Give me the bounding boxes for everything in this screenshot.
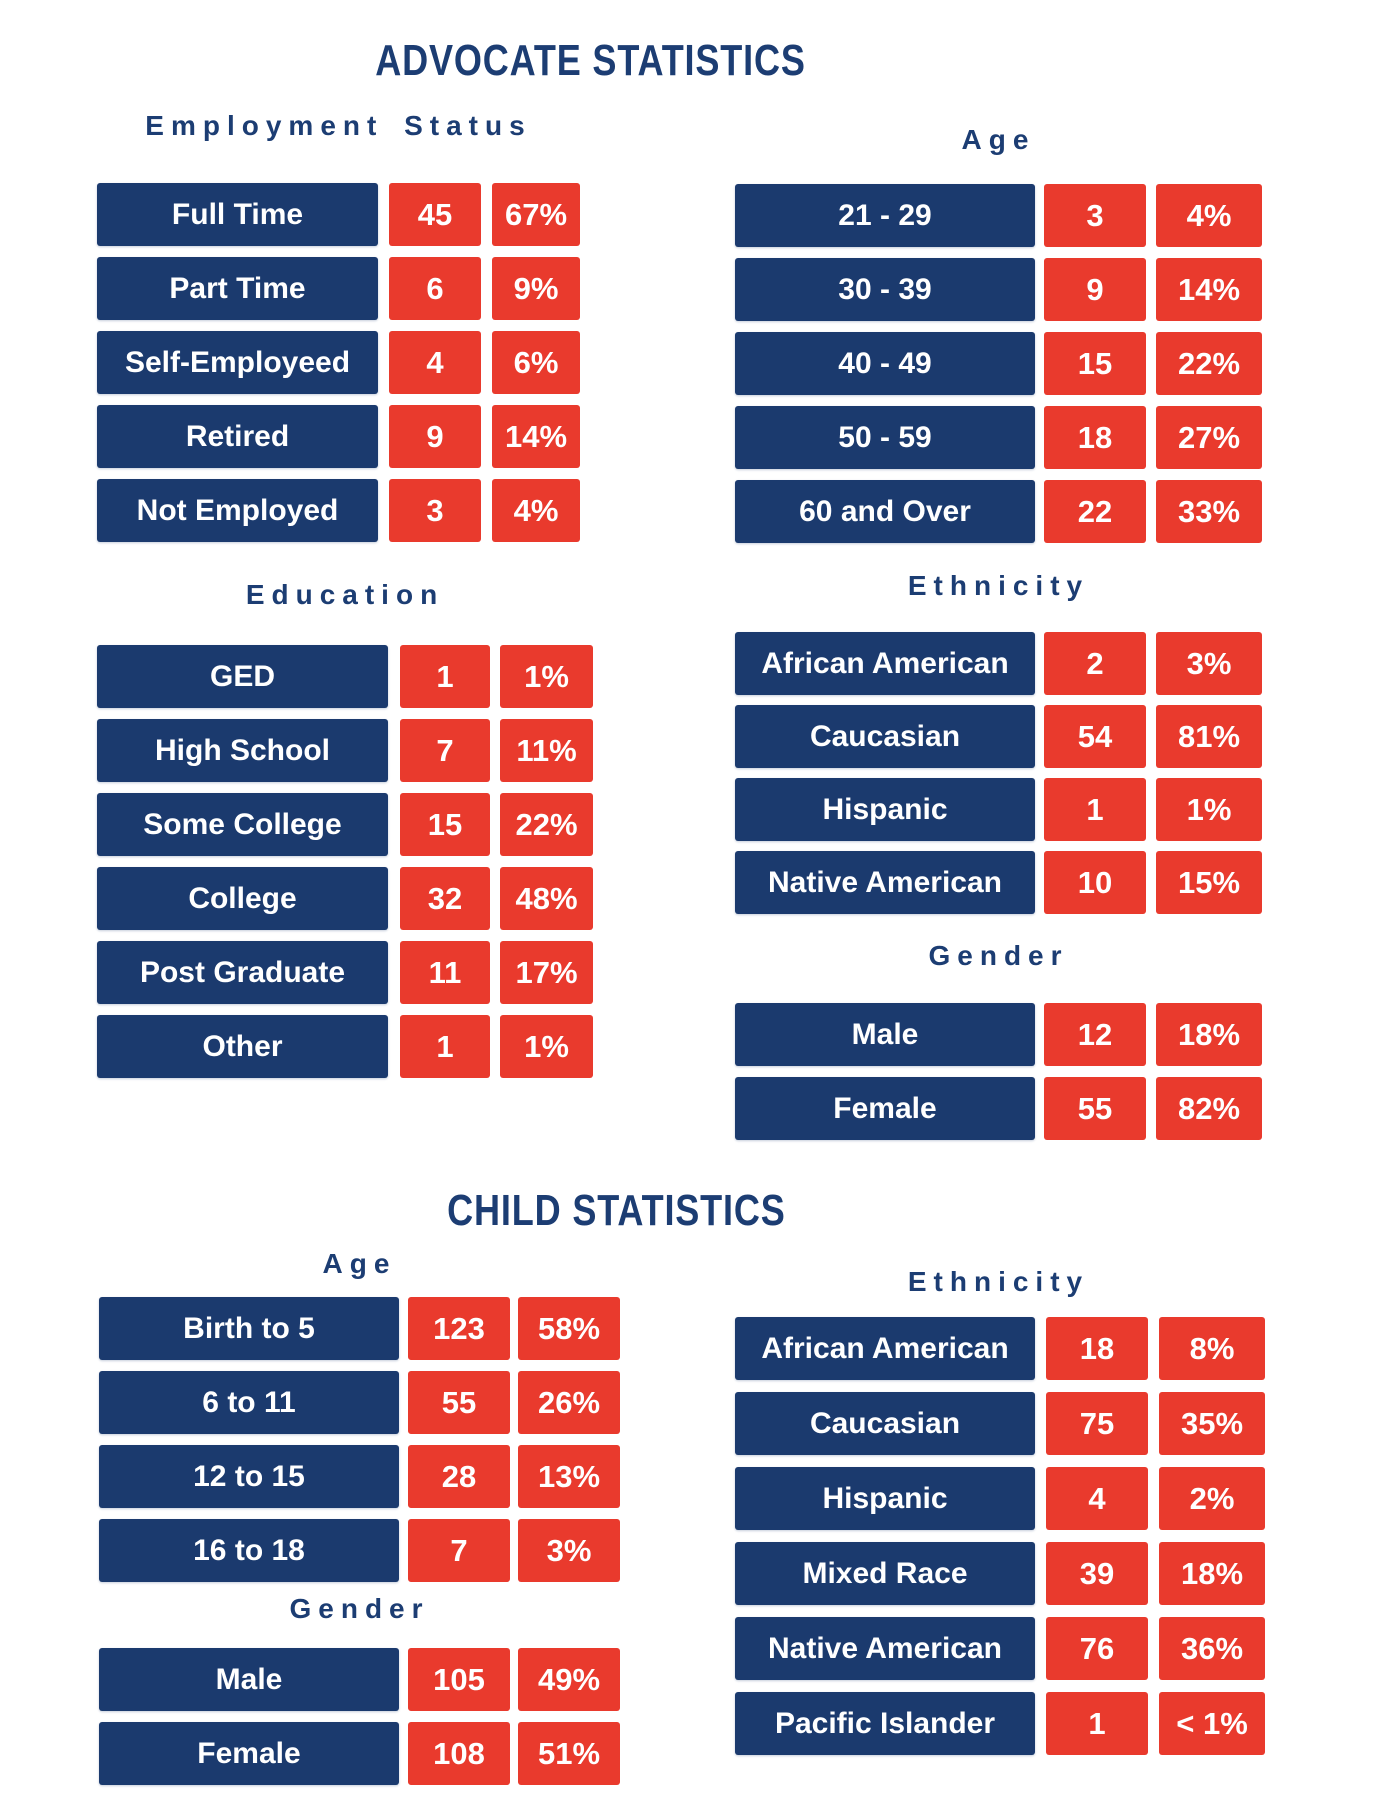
stat-percent: 18% [1159,1542,1265,1605]
stat-count: 55 [1044,1077,1146,1140]
stat-count: 1 [400,645,490,708]
stat-label: Caucasian [735,1392,1035,1455]
table-row [735,632,1262,695]
table-row [97,331,580,394]
stat-label: 12 to 15 [99,1445,399,1508]
stat-count: 75 [1046,1392,1148,1455]
stat-label: 16 to 18 [99,1519,399,1582]
stat-label: Other [97,1015,388,1078]
stat-percent: 15% [1156,851,1262,914]
stat-count: 55 [408,1371,510,1434]
stat-count: 15 [1044,332,1146,395]
table-row [97,1015,593,1078]
table-row [735,851,1262,914]
table-row [99,1519,620,1582]
stat-count: 1 [400,1015,490,1078]
stat-percent: 1% [500,645,593,708]
table-education [97,645,593,1089]
stat-count: 76 [1046,1617,1148,1680]
section-heading-employment-status: Employment Status [145,110,532,141]
stat-label: 30 - 39 [735,258,1035,321]
stat-percent: 81% [1156,705,1262,768]
stat-count: 3 [1044,184,1146,247]
stat-percent: 1% [1156,778,1262,841]
stat-percent: 35% [1159,1392,1265,1455]
stat-label: Hispanic [735,778,1035,841]
table-row [735,184,1262,247]
stat-count: 3 [389,479,481,542]
stat-count: 105 [408,1648,510,1711]
table-employment-status [97,183,580,553]
stat-percent: 18% [1156,1003,1262,1066]
table-row [99,1648,620,1711]
stat-percent: 3% [518,1519,620,1582]
stat-count: 45 [389,183,481,246]
advocate-statistics-title [0,36,1180,86]
table-row [97,867,593,930]
stat-count: 18 [1046,1317,1148,1380]
stat-label: Female [99,1722,399,1785]
table-row [99,1371,620,1434]
table-row [97,941,593,1004]
stat-count: 32 [400,867,490,930]
stat-label: 40 - 49 [735,332,1035,395]
stat-count: 11 [400,941,490,1004]
table-row [735,1003,1262,1066]
stat-percent: 2% [1159,1467,1265,1530]
stat-count: 4 [1046,1467,1148,1530]
table-row [735,1617,1265,1680]
stat-count: 1 [1044,778,1146,841]
stat-count: 12 [1044,1003,1146,1066]
stat-label: 50 - 59 [735,406,1035,469]
table-row [735,258,1262,321]
stat-percent: 3% [1156,632,1262,695]
stat-label: Birth to 5 [99,1297,399,1360]
stat-label: College [97,867,388,930]
table-row [99,1722,620,1785]
stat-label: Not Employed [97,479,378,542]
stat-percent: 6% [492,331,580,394]
table-advocate-ethnicity [735,632,1262,924]
stat-label: 21 - 29 [735,184,1035,247]
stat-percent: 49% [518,1648,620,1711]
stat-label: Caucasian [735,705,1035,768]
child-statistics-title-text: CHILD STATISTICS [446,1186,786,1235]
stat-percent: 14% [1156,258,1262,321]
advocate-statistics-title-text: ADVOCATE STATISTICS [374,36,806,85]
section-heading-advocate-age: Age [961,124,1036,155]
table-row [99,1297,620,1360]
stat-percent: 17% [500,941,593,1004]
stat-label: Native American [735,851,1035,914]
table-row [97,479,580,542]
table-row [735,1542,1265,1605]
stat-label: Retired [97,405,378,468]
stat-percent: 8% [1159,1317,1265,1380]
stat-label: Male [99,1648,399,1711]
stat-percent: 13% [518,1445,620,1508]
stat-label: Pacific Islander [735,1692,1035,1755]
stat-percent: 51% [518,1722,620,1785]
table-row [735,480,1262,543]
table-child-ethnicity [735,1317,1265,1767]
table-row [735,1317,1265,1380]
stat-count: 22 [1044,480,1146,543]
stat-count: 39 [1046,1542,1148,1605]
table-row [735,705,1262,768]
table-row [97,183,580,246]
stat-label: Post Graduate [97,941,388,1004]
section-heading-child-ethnicity: Ethnicity [907,1266,1090,1297]
stat-percent: 67% [492,183,580,246]
stat-count: 7 [408,1519,510,1582]
stat-label: GED [97,645,388,708]
stat-label: Female [735,1077,1035,1140]
stat-percent: < 1% [1159,1692,1265,1755]
stat-label: 60 and Over [735,480,1035,543]
table-row [735,1392,1265,1455]
stat-percent: 36% [1159,1617,1265,1680]
child-statistics-title [16,1186,1216,1236]
stat-count: 108 [408,1722,510,1785]
stat-label: Part Time [97,257,378,320]
stat-label: High School [97,719,388,782]
stat-label: African American [735,1317,1035,1380]
stat-percent: 14% [492,405,580,468]
stat-count: 1 [1046,1692,1148,1755]
stat-label: Some College [97,793,388,856]
section-heading-education: Education [245,579,445,610]
stat-percent: 22% [1156,332,1262,395]
table-child-age [99,1297,620,1593]
stat-label: Native American [735,1617,1035,1680]
stat-count: 15 [400,793,490,856]
table-row [735,778,1262,841]
table-row [99,1445,620,1508]
stat-label: Male [735,1003,1035,1066]
stat-count: 6 [389,257,481,320]
stat-percent: 9% [492,257,580,320]
section-heading-advocate-gender: Gender [928,940,1069,971]
stat-label: Mixed Race [735,1542,1035,1605]
stat-count: 7 [400,719,490,782]
section-heading-child-gender: Gender [289,1593,430,1624]
table-advocate-gender [735,1003,1262,1151]
stat-count: 54 [1044,705,1146,768]
table-row [97,405,580,468]
table-row [735,1467,1265,1530]
stat-count: 4 [389,331,481,394]
table-row [735,1692,1265,1755]
section-heading-advocate-ethnicity: Ethnicity [907,570,1090,601]
stat-percent: 27% [1156,406,1262,469]
stat-label: African American [735,632,1035,695]
stat-count: 123 [408,1297,510,1360]
stat-percent: 33% [1156,480,1262,543]
stat-percent: 4% [492,479,580,542]
stat-percent: 82% [1156,1077,1262,1140]
stat-percent: 4% [1156,184,1262,247]
stat-percent: 11% [500,719,593,782]
stat-percent: 22% [500,793,593,856]
table-child-gender [99,1648,620,1796]
section-heading-child-age: Age [322,1248,397,1279]
stat-count: 28 [408,1445,510,1508]
stat-count: 10 [1044,851,1146,914]
stat-percent: 48% [500,867,593,930]
stat-count: 9 [1044,258,1146,321]
table-advocate-age [735,184,1262,554]
stat-percent: 1% [500,1015,593,1078]
table-row [97,645,593,708]
stat-count: 18 [1044,406,1146,469]
table-row [97,793,593,856]
table-row [97,257,580,320]
stat-label: Self-Employeed [97,331,378,394]
table-row [735,1077,1262,1140]
stat-label: 6 to 11 [99,1371,399,1434]
stat-label: Hispanic [735,1467,1035,1530]
stat-percent: 58% [518,1297,620,1360]
table-row [735,332,1262,395]
table-row [97,719,593,782]
stat-label: Full Time [97,183,378,246]
stat-percent: 26% [518,1371,620,1434]
stat-count: 2 [1044,632,1146,695]
table-row [735,406,1262,469]
stat-count: 9 [389,405,481,468]
